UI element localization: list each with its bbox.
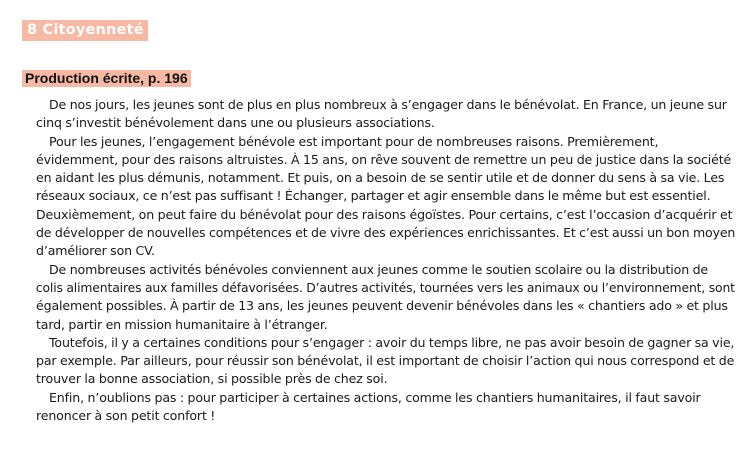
text-line: trouver la bonne association, si possible près de chez soi. — [36, 371, 388, 387]
text-line: Toutefois, il y a certaines conditions pour s’engager : avoir du temps libre, ne pas avoir besoin de gagner sa vie, — [49, 334, 735, 350]
article-body — [23, 96, 735, 425]
text-line: réseaux sociaux, ce n’est pas suffisant ! Échanger, partager et agir ensemble dans le même but est essentiel. — [36, 188, 711, 204]
paragraph-activities — [23, 261, 735, 334]
text-line: de développer de nouvelles compétences et de vivre des expériences enrichissantes. Et c’est aussi un bon moyen — [35, 225, 736, 241]
text-line: colis alimentaires aux familles défavorisées. D’autres activités, tournées vers les animaux ou l’environnement, sont — [35, 279, 735, 295]
paragraph-intro — [23, 96, 735, 133]
text-line: cinq s’investit bénévolement dans une ou plusieurs associations. — [36, 115, 435, 131]
text-line: évidemment, pour des raisons altruistes. À 15 ans, on rêve souvent de remettre un peu de justice dans la société — [36, 151, 732, 167]
text-line: Enfin, n’oublions pas : pour participer à certaines actions, comme les chantiers humanitaires, il faut savoir — [49, 389, 701, 405]
paragraph-conditions — [23, 334, 735, 389]
text-line: De nos jours, les jeunes sont de plus en plus nombreux à s’engager dans le bénévolat. En France, un jeune sur — [49, 97, 727, 112]
text-line: Pour les jeunes, l’engagement bénévole est important pour de nombreuses raisons. Premièrement, — [49, 133, 659, 149]
text-line: tard, partir en mission humanitaire à l’étranger. — [36, 316, 328, 332]
text-line: d’améliorer son CV. — [36, 243, 155, 259]
text-line: De nombreuses activités bénévoles conviennent aux jeunes comme le soutien scolaire ou la distribution de — [49, 261, 709, 277]
text-line: par exemple. Par ailleurs, pour réussir son bénévolat, il est important de choisir l’action qui nous correspond et de — [36, 353, 735, 369]
text-line: renoncer à son petit confort ! — [36, 408, 216, 424]
paragraph-conclusion — [23, 389, 735, 426]
paragraph-reasons — [23, 133, 735, 261]
text-line: en aidant les plus démunis, notamment. Et puis, on a besoin de se sentir utile et de donner du sens à sa vie. Les — [36, 170, 725, 186]
chapter-title: 8 Citoyenneté — [22, 20, 148, 41]
text-line: également possibles. À partir de 13 ans, les jeunes peuvent devenir bénévoles dans les « chantiers ado » et plus — [36, 298, 728, 314]
text-line: Deuxièmement, on peut faire du bénévolat pour des raisons égoïstes. Pour certains, c’est l’occasion d’acquérir et — [36, 206, 733, 222]
section-title: Production écrite, p. 196 — [22, 70, 191, 87]
